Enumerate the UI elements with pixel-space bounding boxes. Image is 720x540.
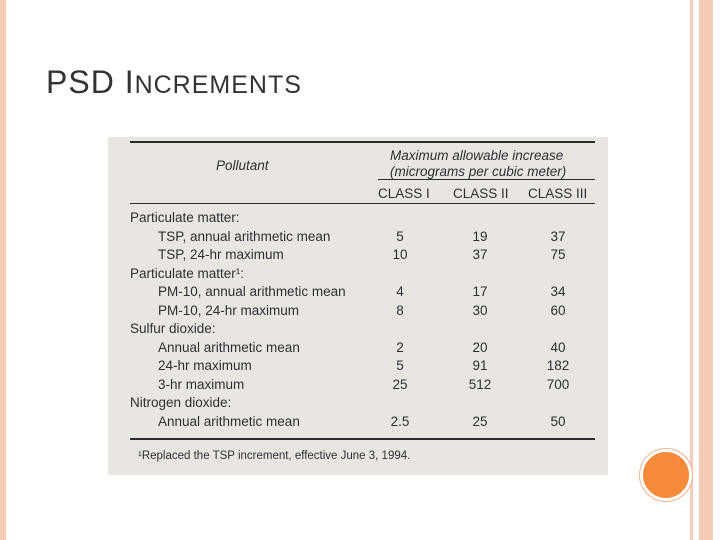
cell-class-1: 5 (396, 228, 404, 244)
row-label: TSP, 24-hr maximum (158, 247, 284, 262)
row-label: PM-10, annual arithmetic mean (158, 284, 346, 299)
header-sub-rule (378, 179, 595, 180)
class-header-2: CLASS II (453, 186, 509, 201)
cell-class-3: 37 (550, 228, 566, 244)
left-decorative-border (0, 0, 6, 540)
cell-class-3: 50 (550, 413, 566, 429)
row-group-label: Nitrogen dioxide: (130, 395, 232, 410)
row-group-label: Particulate matter¹: (130, 265, 245, 281)
class-header-1: CLASS I (378, 186, 430, 201)
slide-title-first: PSD I (46, 64, 135, 100)
table-bottom-rule (130, 438, 595, 440)
cell-class-3: 60 (550, 302, 566, 318)
row-label: 3-hr maximum (158, 376, 245, 392)
cell-class-3: 75 (550, 247, 566, 262)
row-label: PM-10, 24-hr maximum (158, 302, 300, 318)
header-bottom-rule (130, 203, 595, 204)
cell-class-1: 5 (396, 358, 404, 373)
header-max-line1: Maximum allowable increase (390, 148, 564, 163)
cell-class-2: 20 (472, 339, 488, 355)
row-label: TSP, annual arithmetic mean (158, 228, 331, 244)
slide-title-rest: NCREMENTS (134, 71, 302, 99)
cell-class-3: 700 (546, 376, 570, 392)
cell-class-2: 512 (468, 376, 492, 392)
cell-class-1: 2 (396, 339, 404, 355)
cell-class-3: 40 (550, 339, 566, 355)
cell-class-1: 8 (396, 302, 404, 318)
cell-class-2: 91 (472, 358, 488, 373)
scanned-table-image (108, 137, 608, 475)
slide-title (46, 64, 302, 101)
header-pollutant: Pollutant (216, 158, 269, 173)
orange-circle-ornament (640, 449, 692, 501)
row-label: Annual arithmetic mean (158, 339, 300, 355)
row-label: 24-hr maximum (158, 358, 252, 373)
cell-class-2: 30 (472, 302, 488, 318)
table-footnote: ¹Replaced the TSP increment, effective June 3, 1994. (138, 450, 411, 462)
cell-class-1: 25 (392, 376, 408, 392)
cell-class-2: 37 (472, 247, 488, 262)
table-top-rule (130, 141, 595, 143)
right-decorative-line (690, 0, 693, 540)
row-label: Annual arithmetic mean (158, 413, 300, 429)
header-max-line2: (micrograms per cubic meter) (390, 164, 567, 179)
cell-class-2: 17 (472, 284, 488, 299)
cell-class-3: 182 (546, 358, 570, 373)
row-group-label: Particulate matter: (130, 210, 240, 225)
class-header-3: CLASS III (528, 186, 588, 201)
cell-class-2: 19 (472, 228, 488, 244)
cell-class-1: 2.5 (390, 413, 410, 429)
right-decorative-border (699, 0, 713, 540)
row-group-label: Sulfur dioxide: (130, 321, 216, 336)
cell-class-1: 10 (392, 247, 408, 262)
cell-class-1: 4 (396, 284, 404, 299)
cell-class-3: 34 (550, 284, 566, 299)
cell-class-2: 25 (472, 413, 488, 429)
